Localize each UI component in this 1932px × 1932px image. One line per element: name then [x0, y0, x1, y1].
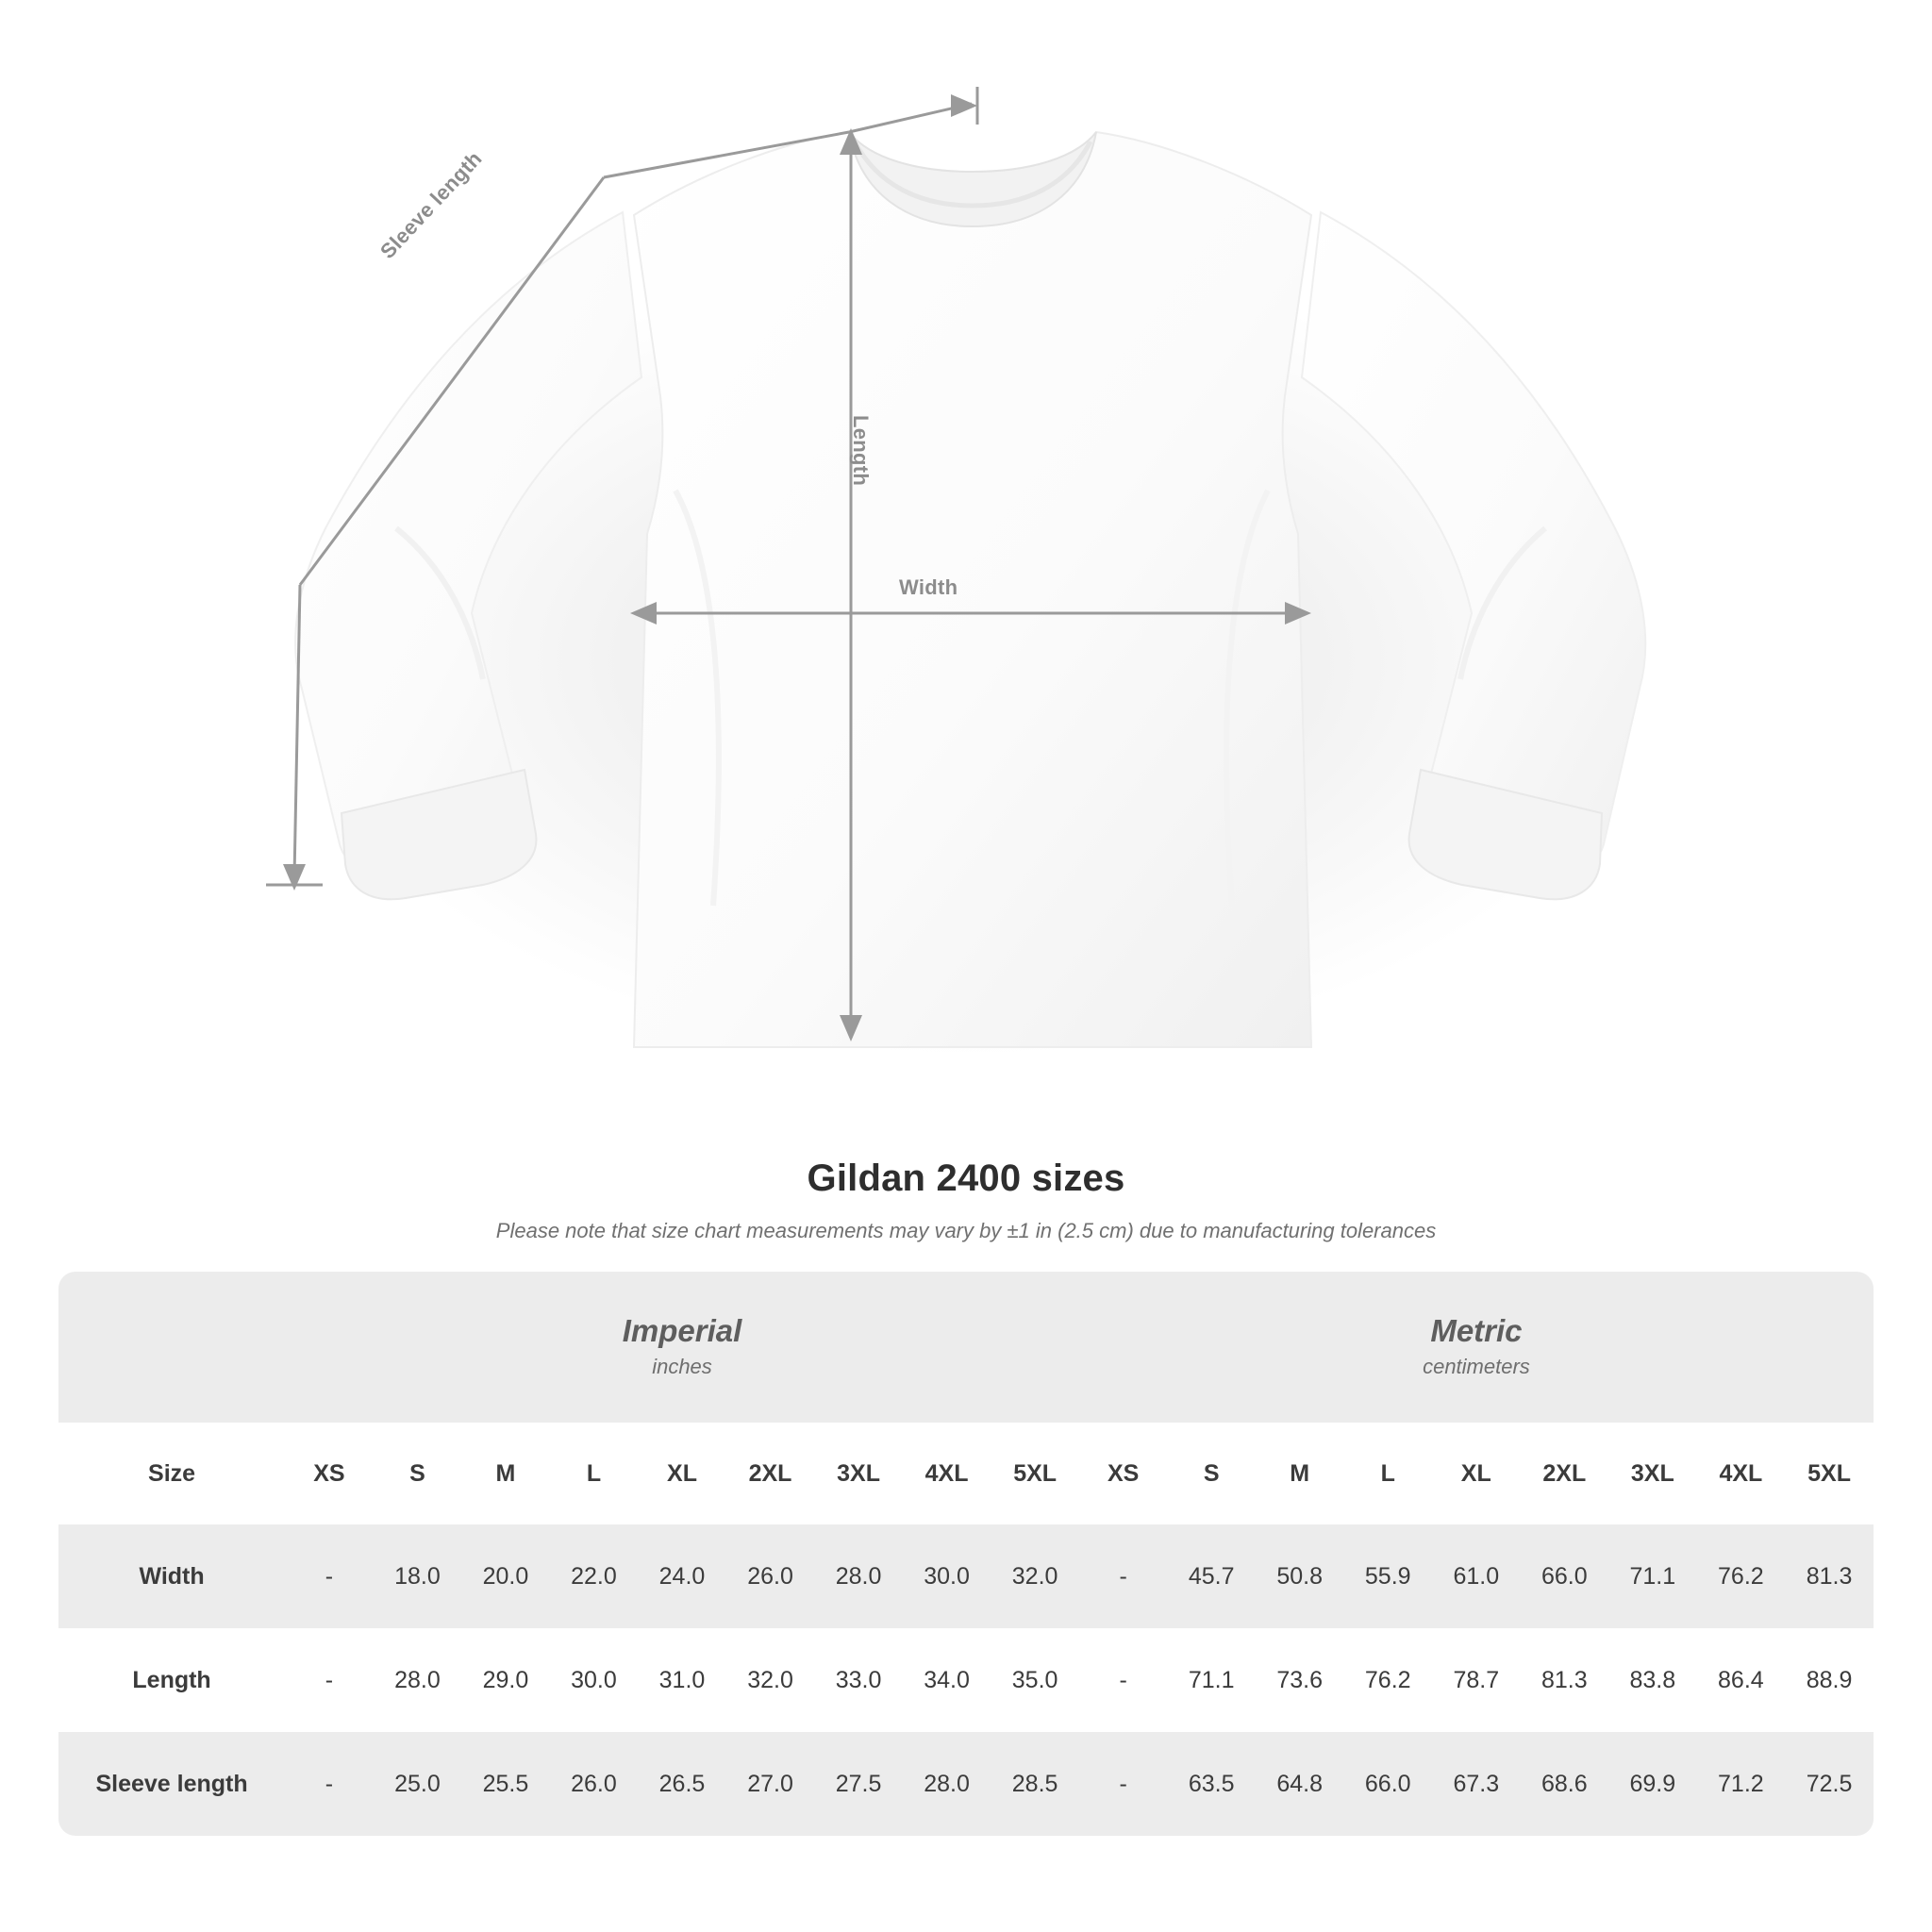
- width-imperial-xl: 24.0: [638, 1524, 726, 1628]
- row-label-sleeve-length: Sleeve length: [58, 1732, 285, 1836]
- width-imperial-l: 22.0: [550, 1524, 639, 1628]
- length-metric-3xl: 83.8: [1608, 1628, 1697, 1732]
- length-imperial-m: 29.0: [461, 1628, 550, 1732]
- header-imperial-xs: XS: [285, 1423, 374, 1524]
- header-metric-2xl: 2XL: [1521, 1423, 1609, 1524]
- sleeve-metric-xl: 67.3: [1432, 1732, 1521, 1836]
- sleeve-imperial-s: 25.0: [374, 1732, 462, 1836]
- length-metric-4xl: 86.4: [1697, 1628, 1786, 1732]
- width-metric-4xl: 76.2: [1697, 1524, 1786, 1628]
- imperial-system-name: Imperial: [622, 1312, 742, 1348]
- sleeve-imperial-l: 26.0: [550, 1732, 639, 1836]
- header-metric-s: S: [1167, 1423, 1256, 1524]
- width-imperial-s: 18.0: [374, 1524, 462, 1628]
- sleeve-imperial-xl: 26.5: [638, 1732, 726, 1836]
- table-row-width: [58, 1524, 1874, 1628]
- width-dimension-label: Width: [899, 575, 958, 599]
- page-title: Gildan 2400 sizes: [807, 1158, 1125, 1199]
- header-imperial-s: S: [374, 1423, 462, 1524]
- sleeve-imperial-xs: -: [285, 1732, 374, 1836]
- title-block: [0, 1158, 1932, 1243]
- header-metric-4xl: 4XL: [1697, 1423, 1786, 1524]
- sleeve-metric-3xl: 69.9: [1608, 1732, 1697, 1836]
- header-imperial-5xl: 5XL: [991, 1423, 1079, 1524]
- length-metric-m: 73.6: [1256, 1628, 1344, 1732]
- header-imperial-l: L: [550, 1423, 639, 1524]
- size-header-label: Size: [58, 1423, 285, 1524]
- length-dimension-label: Length: [849, 415, 873, 487]
- sleeve-metric-l: 66.0: [1343, 1732, 1432, 1836]
- length-imperial-2xl: 32.0: [726, 1628, 815, 1732]
- width-imperial-m: 20.0: [461, 1524, 550, 1628]
- metric-unit-name: centimeters: [1423, 1355, 1530, 1379]
- imperial-unit-name: inches: [652, 1355, 712, 1379]
- header-metric-5xl: 5XL: [1785, 1423, 1874, 1524]
- length-imperial-xs: -: [285, 1628, 374, 1732]
- width-metric-2xl: 66.0: [1521, 1524, 1609, 1628]
- width-metric-3xl: 71.1: [1608, 1524, 1697, 1628]
- width-imperial-4xl: 30.0: [903, 1524, 991, 1628]
- width-imperial-xs: -: [285, 1524, 374, 1628]
- sleeve-metric-xs: -: [1079, 1732, 1168, 1836]
- metric-system-name: Metric: [1430, 1312, 1523, 1348]
- length-imperial-xl: 31.0: [638, 1628, 726, 1732]
- metric-unit-header: [1079, 1272, 1874, 1423]
- row-label-width: Width: [58, 1524, 285, 1628]
- size-header-row: [58, 1423, 1874, 1524]
- length-imperial-3xl: 33.0: [814, 1628, 903, 1732]
- header-imperial-3xl: 3XL: [814, 1423, 903, 1524]
- width-imperial-5xl: 32.0: [991, 1524, 1079, 1628]
- header-metric-3xl: 3XL: [1608, 1423, 1697, 1524]
- width-metric-xs: -: [1079, 1524, 1168, 1628]
- length-imperial-5xl: 35.0: [991, 1628, 1079, 1732]
- header-imperial-xl: XL: [638, 1423, 726, 1524]
- length-metric-2xl: 81.3: [1521, 1628, 1609, 1732]
- width-imperial-2xl: 26.0: [726, 1524, 815, 1628]
- sleeve-metric-5xl: 72.5: [1785, 1732, 1874, 1836]
- length-metric-s: 71.1: [1167, 1628, 1256, 1732]
- width-metric-l: 55.9: [1343, 1524, 1432, 1628]
- tolerance-note: Please note that size chart measurements may vary by ±1 in (2.5 cm) due to manufacturing tolerances: [495, 1219, 1437, 1242]
- header-metric-m: M: [1256, 1423, 1344, 1524]
- sleeve-metric-2xl: 68.6: [1521, 1732, 1609, 1836]
- header-imperial-m: M: [461, 1423, 550, 1524]
- sleeve-imperial-5xl: 28.5: [991, 1732, 1079, 1836]
- sleeve-imperial-4xl: 28.0: [903, 1732, 991, 1836]
- row-label-length: Length: [58, 1628, 285, 1732]
- header-metric-xs: XS: [1079, 1423, 1168, 1524]
- sleeve-length-dimension-label: Sleeve length: [375, 146, 487, 264]
- length-imperial-s: 28.0: [374, 1628, 462, 1732]
- length-imperial-4xl: 34.0: [903, 1628, 991, 1732]
- header-metric-xl: XL: [1432, 1423, 1521, 1524]
- length-metric-5xl: 88.9: [1785, 1628, 1874, 1732]
- width-metric-s: 45.7: [1167, 1524, 1256, 1628]
- header-imperial-4xl: 4XL: [903, 1423, 991, 1524]
- width-imperial-3xl: 28.0: [814, 1524, 903, 1628]
- length-imperial-l: 30.0: [550, 1628, 639, 1732]
- unit-row-spacer: [58, 1272, 285, 1423]
- width-metric-m: 50.8: [1256, 1524, 1344, 1628]
- width-metric-5xl: 81.3: [1785, 1524, 1874, 1628]
- table-row-sleeve-length: [58, 1732, 1874, 1836]
- sleeve-metric-m: 64.8: [1256, 1732, 1344, 1836]
- unit-system-row: [58, 1272, 1874, 1423]
- length-metric-xl: 78.7: [1432, 1628, 1521, 1732]
- length-metric-xs: -: [1079, 1628, 1168, 1732]
- length-metric-l: 76.2: [1343, 1628, 1432, 1732]
- sleeve-metric-s: 63.5: [1167, 1732, 1256, 1836]
- header-metric-l: L: [1343, 1423, 1432, 1524]
- sleeve-imperial-2xl: 27.0: [726, 1732, 815, 1836]
- width-metric-xl: 61.0: [1432, 1524, 1521, 1628]
- sleeve-imperial-m: 25.5: [461, 1732, 550, 1836]
- size-table-container: [58, 1272, 1874, 1836]
- sleeve-metric-4xl: 71.2: [1697, 1732, 1786, 1836]
- size-table: [58, 1272, 1874, 1836]
- sleeve-imperial-3xl: 27.5: [814, 1732, 903, 1836]
- header-imperial-2xl: 2XL: [726, 1423, 815, 1524]
- table-row-length: [58, 1628, 1874, 1732]
- imperial-unit-header: [285, 1272, 1079, 1423]
